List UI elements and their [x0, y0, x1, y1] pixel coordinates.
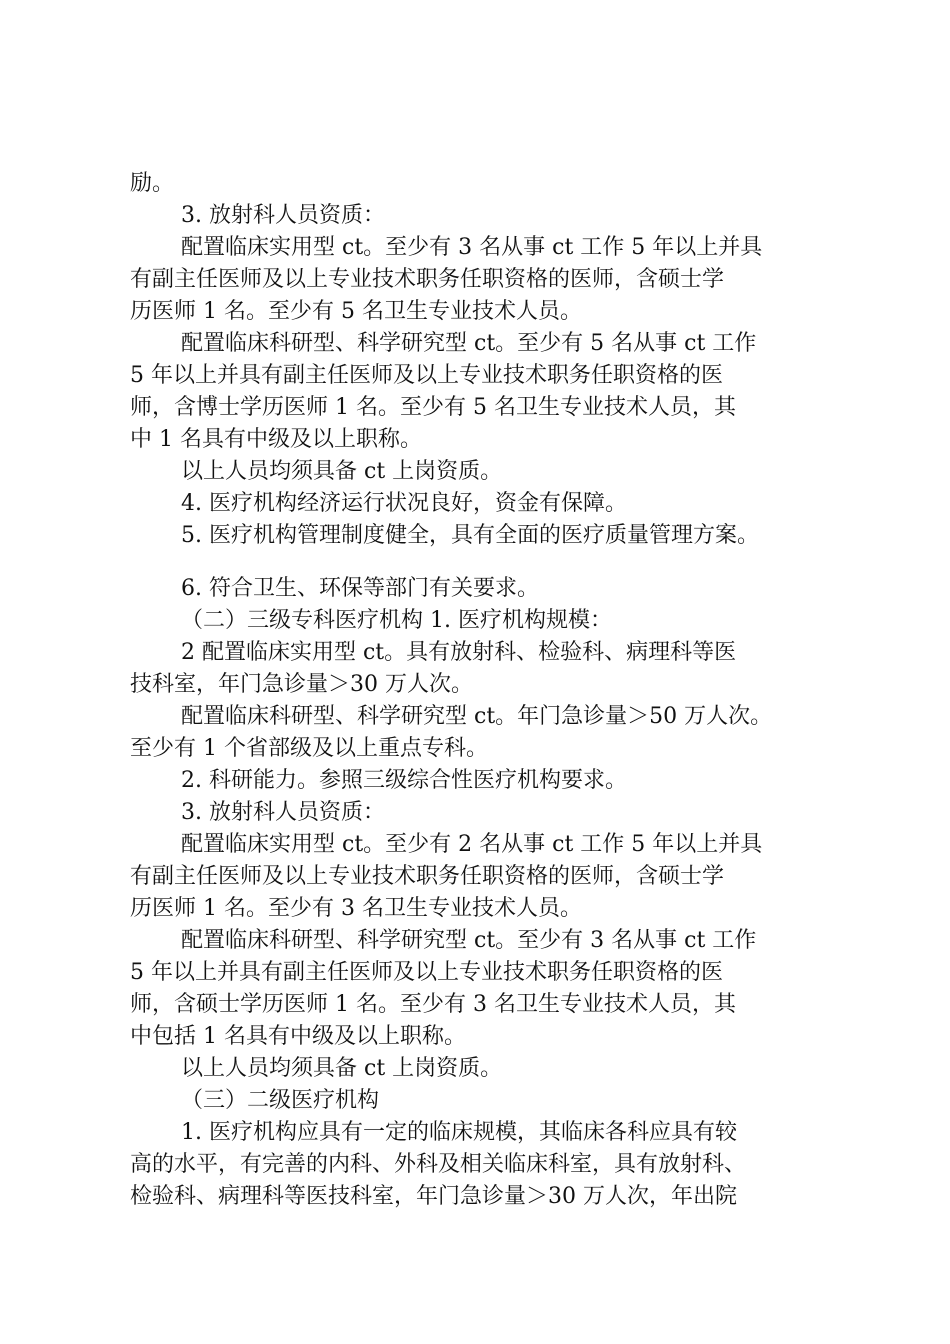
text-line: 以上人员均须具备 ct 上岗资质。 [181, 459, 503, 484]
text-line: 历医师 1 名。至少有 3 名卫生专业技术人员。 [130, 896, 582, 921]
text-line: 励。 [130, 171, 175, 196]
text-line: 师，含博士学历医师 1 名。至少有 5 名卫生专业技术人员，其 [130, 395, 736, 420]
text-line: 3. 放射科人员资质： [181, 203, 385, 228]
text-line: 配置临床科研型、科学研究型 ct。年门急诊量＞50 万人次。 [181, 704, 773, 729]
text-line: 高的水平，有完善的内科、外科及相关临床科室，具有放射科、 [130, 1152, 747, 1177]
text-line: 配置临床实用型 ct。至少有 3 名从事 ct 工作 5 年以上并具 [181, 235, 763, 260]
text-line: 配置临床科研型、科学研究型 ct。至少有 5 名从事 ct 工作 [181, 331, 757, 356]
text-line: 有副主任医师及以上专业技术职务任职资格的医师，含硕士学 [130, 864, 725, 889]
text-line: 4. 医疗机构经济运行状况良好，资金有保障。 [181, 491, 627, 516]
text-line: 2. 科研能力。参照三级综合性医疗机构要求。 [181, 768, 627, 793]
text-line: 以上人员均须具备 ct 上岗资质。 [181, 1056, 503, 1081]
text-line: 1. 医疗机构应具有一定的临床规模，其临床各科应具有较 [181, 1120, 737, 1145]
document-page [130, 168, 850, 1213]
text-line: 5 年以上并具有副主任医师及以上专业技术职务任职资格的医 [130, 363, 723, 388]
text-line: 2 配置临床实用型 ct。具有放射科、检验科、病理科等医 [181, 640, 737, 665]
text-line: 有副主任医师及以上专业技术职务任职资格的医师，含硕士学 [130, 267, 725, 292]
text-line: 中包括 1 名具有中级及以上职称。 [130, 1024, 466, 1049]
text-line: 配置临床科研型、科学研究型 ct。至少有 3 名从事 ct 工作 [181, 928, 757, 953]
text-line: （二）三级专科医疗机构 1. 医疗机构规模： [181, 608, 612, 633]
text-line: 6. 符合卫生、环保等部门有关要求。 [181, 576, 539, 601]
text-line: 至少有 1 个省部级及以上重点专科。 [130, 736, 488, 761]
text-line: 技科室，年门急诊量＞30 万人次。 [130, 672, 473, 697]
paragraph-gap [130, 552, 850, 573]
text-line: 配置临床实用型 ct。至少有 2 名从事 ct 工作 5 年以上并具 [181, 832, 763, 857]
text-line: 检验科、病理科等医技科室，年门急诊量＞30 万人次，年出院 [130, 1184, 737, 1209]
text-line: （三）二级医疗机构 [181, 1088, 380, 1113]
text-line: 师，含硕士学历医师 1 名。至少有 3 名卫生专业技术人员，其 [130, 992, 736, 1017]
text-line: 5 年以上并具有副主任医师及以上专业技术职务任职资格的医 [130, 960, 723, 985]
text-line: 历医师 1 名。至少有 5 名卫生专业技术人员。 [130, 299, 582, 324]
text-line: 5. 医疗机构管理制度健全，具有全面的医疗质量管理方案。 [181, 523, 759, 548]
text-line: 中 1 名具有中级及以上职称。 [130, 427, 422, 452]
text-line: 3. 放射科人员资质： [181, 800, 385, 825]
